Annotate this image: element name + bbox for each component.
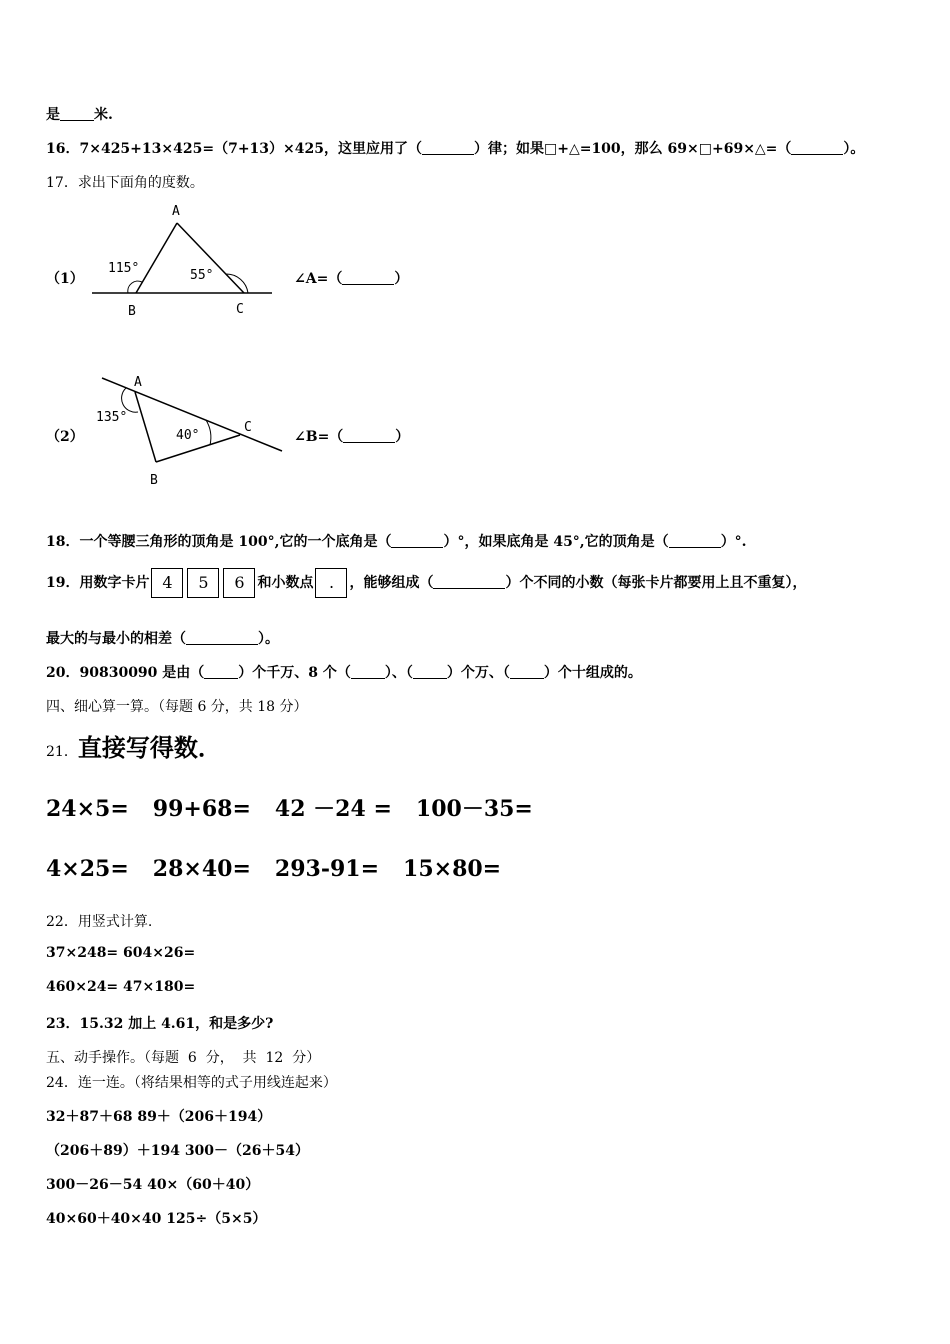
answer-blank[interactable] bbox=[342, 270, 394, 285]
answer-blank[interactable] bbox=[204, 664, 238, 679]
mental-item: 100－35= bbox=[415, 796, 533, 822]
decimal-point-card: . bbox=[315, 568, 347, 598]
answer-blank[interactable] bbox=[669, 533, 721, 548]
question-23: 23．15.32 加上 4.61，和是多少? bbox=[46, 1016, 274, 1032]
question-18: 18．一个等腰三角形的顶角是 100°,它的一个底角是（ ）°，如果底角是 45°,它的顶角是（ ）°. bbox=[46, 534, 747, 550]
answer-blank[interactable] bbox=[60, 106, 94, 121]
point-b: B bbox=[150, 473, 158, 488]
point-a: A bbox=[134, 375, 142, 390]
q22-row-1: 37×248= 604×26= bbox=[46, 945, 196, 961]
side-ab bbox=[136, 223, 177, 293]
section-4-heading: 四、细心算一算。（每题 6 分，共 18 分） bbox=[46, 699, 308, 715]
side-ab bbox=[135, 392, 156, 462]
match-row: 300－26－54 40×（60＋40） bbox=[46, 1177, 260, 1193]
answer-blank[interactable] bbox=[510, 664, 544, 679]
question-19-line2: 最大的与最小的相差（ ）。 bbox=[46, 631, 279, 647]
answer-blank[interactable] bbox=[433, 574, 505, 589]
answer-blank[interactable] bbox=[351, 664, 385, 679]
angle-label-b: 115° bbox=[108, 261, 140, 276]
section-5-heading: 五、动手操作。（每题 6 分， 共 12 分） bbox=[46, 1050, 321, 1066]
answer-blank[interactable] bbox=[343, 428, 395, 443]
digit-card: 4 bbox=[151, 568, 183, 598]
mental-item: 293-91= bbox=[274, 856, 380, 882]
mental-item: 4×25= bbox=[46, 856, 129, 882]
mental-item: 15×80= bbox=[403, 856, 502, 882]
angle-arc-c bbox=[206, 420, 211, 445]
match-row: （206＋89）＋194 300－（26＋54） bbox=[46, 1143, 310, 1159]
q17-sub2-label: （2） bbox=[46, 429, 84, 445]
point-c: C bbox=[244, 420, 252, 435]
mental-math-row-2 bbox=[46, 856, 525, 882]
question-19: 19．用数字卡片 4 5 6 和小数点 . ，能够组成（ ）个不同的小数（每张卡片都要用上且不重复）， bbox=[46, 568, 806, 598]
answer-blank[interactable] bbox=[791, 140, 843, 155]
match-row: 40×60＋40×40 125÷（5×5） bbox=[46, 1211, 267, 1227]
triangle-figure-1 bbox=[88, 200, 288, 325]
answer-blank[interactable] bbox=[186, 630, 258, 645]
digit-card: 5 bbox=[187, 568, 219, 598]
answer-blank[interactable] bbox=[391, 533, 443, 548]
point-c: C bbox=[236, 302, 244, 317]
q17-sub1-label: （1） bbox=[46, 271, 84, 287]
question-24-title: 24．连一连。（将结果相等的式子用线连起来） bbox=[46, 1075, 337, 1091]
question-17-title: 17．求出下面角的度数。 bbox=[46, 175, 204, 191]
angle-label-a: 135° bbox=[96, 410, 128, 425]
point-a: A bbox=[172, 204, 180, 219]
point-b: B bbox=[128, 304, 136, 319]
question-22-title: 22．用竖式计算. bbox=[46, 914, 153, 930]
q17-sub1-answer: ∠A=（ ） bbox=[294, 271, 409, 287]
mental-item: 24×5= bbox=[46, 796, 129, 822]
match-row: 32＋87＋68 89＋（206＋194） bbox=[46, 1109, 272, 1125]
question-21: 21．直接写得数． bbox=[46, 733, 222, 762]
mental-math-row-1 bbox=[46, 792, 557, 823]
mental-item: 99+68= bbox=[152, 796, 251, 822]
digit-card: 6 bbox=[223, 568, 255, 598]
mental-item: 42 －24 = bbox=[274, 796, 392, 822]
answer-blank[interactable] bbox=[413, 664, 447, 679]
mental-item: 28×40= bbox=[152, 856, 251, 882]
answer-blank[interactable] bbox=[422, 140, 474, 155]
question-20: 20．90830090 是由（ ）个千万、8 个（ ）、（ ）个万、（ ）个十组成的。 bbox=[46, 665, 642, 681]
q15-tail: 是 米. bbox=[46, 107, 113, 123]
angle-label-c: 55° bbox=[190, 268, 214, 283]
question-16: 16．7×425+13×425=（7+13）×425，这里应用了（ ）律；如果□+△=100，那么 69×□+69×△=（ ）。 bbox=[46, 141, 865, 157]
triangle-figure-2 bbox=[88, 368, 288, 493]
q17-sub2-answer: ∠B=（ ） bbox=[294, 429, 410, 445]
q22-row-2: 460×24= 47×180= bbox=[46, 979, 196, 995]
angle-label-c: 40° bbox=[176, 428, 200, 443]
